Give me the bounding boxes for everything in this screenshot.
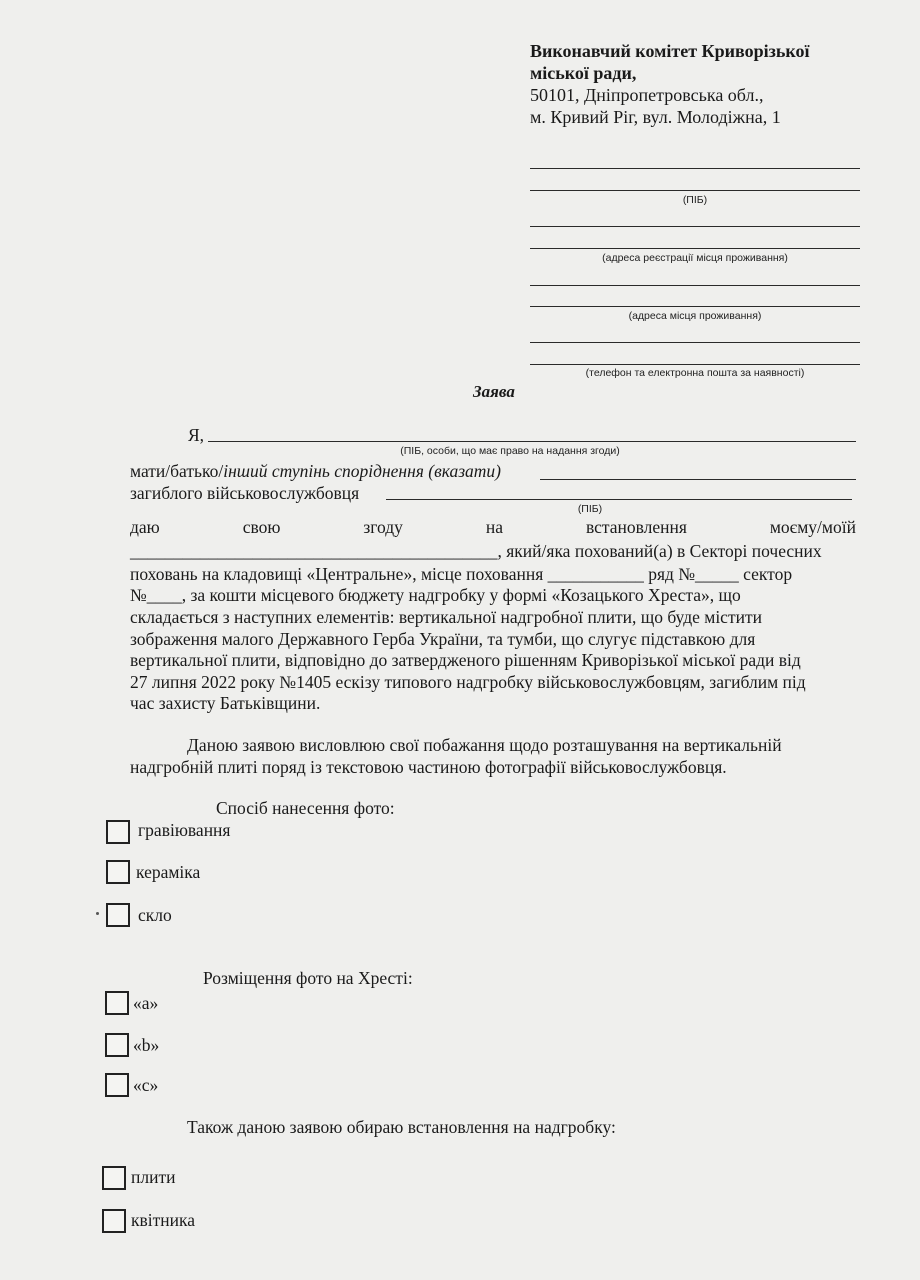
recipient-line-2: міської ради,: [530, 63, 637, 83]
relation-italic: інший ступінь споріднення (вказати): [223, 461, 501, 481]
sender-line: [530, 226, 860, 227]
recipient-line-1: Виконавчий комітет Криворізької: [530, 41, 810, 61]
engraving-label: гравіювання: [138, 820, 231, 840]
relation-line: [540, 479, 856, 480]
paragraph-1-line: №____, за кошти місцевого бюджету надгробку у формі «Козацького Хреста», що: [130, 585, 741, 605]
sender-line: [530, 168, 860, 169]
installation-heading: Також даною заявою обираю встановлення на надгробку:: [187, 1117, 616, 1137]
photo-method-heading: Спосіб нанесення фото:: [216, 798, 395, 818]
photo-placement-heading: Розміщення фото на Хресті:: [203, 968, 413, 988]
contact-caption: (телефон та електронна пошта за наявності): [585, 367, 805, 379]
paragraph-1-line: складається з наступних елементів: вертикальної надгробної плити, що буде містити: [130, 607, 762, 627]
paper-speck: [96, 912, 99, 915]
slab-label: плити: [131, 1167, 176, 1187]
sender-line: [530, 190, 860, 191]
sender-line: [530, 306, 860, 307]
engraving-checkbox[interactable]: [106, 820, 130, 844]
consent-word: даю: [130, 517, 160, 537]
pib-caption: (ПІБ): [682, 194, 708, 206]
relation-regular: мати/батько/: [130, 461, 224, 481]
paragraph-1-line: __________________________________________, який/яка похований(а) в Секторі почесних: [130, 541, 822, 561]
sender-line: [530, 364, 860, 365]
glass-checkbox[interactable]: [106, 903, 130, 927]
flowerbed-label: квітника: [131, 1210, 196, 1230]
recipient-line-3: 50101, Дніпропетровська обл.,: [530, 85, 764, 105]
document-title: Заява: [473, 382, 515, 401]
paragraph-2-line: надгробній плиті поряд із текстовою частиною фотографії військовослужбовця.: [130, 757, 727, 777]
paragraph-1-line: 27 липня 2022 року №1405 ескізу типового надгробку військовослужбовцям, загиблим під: [130, 672, 806, 692]
deceased-pib-caption: (ПІБ): [577, 503, 603, 515]
flowerbed-checkbox[interactable]: [102, 1209, 126, 1233]
paragraph-1-line: поховань на кладовищі «Центральне», місце поховання ___________ ряд №_____ сектор: [130, 564, 793, 584]
recipient-line-4: м. Кривий Ріг, вул. Молодіжна, 1: [530, 107, 781, 127]
consent-word: на: [485, 517, 503, 537]
placement-c-label: «с»: [133, 1075, 159, 1095]
placement-b-checkbox[interactable]: [105, 1033, 129, 1057]
placement-b-label: «b»: [133, 1035, 160, 1055]
consent-word: встановлення: [585, 517, 687, 537]
relation-label: [130, 460, 501, 482]
consent-word: згоду: [363, 517, 403, 537]
deceased-line: [386, 499, 852, 500]
sender-line: [530, 285, 860, 286]
paragraph-1-line: вертикальної плити, відповідно до затвердженого рішенням Криворізької міської ради від: [130, 650, 801, 670]
paragraph-2-line: Даною заявою висловлюю свої побажання щодо розташування на вертикальній: [187, 735, 782, 755]
glass-label: скло: [138, 905, 172, 925]
sender-line: [530, 248, 860, 249]
placement-a-label: «а»: [133, 993, 159, 1013]
consent-person-caption: (ПІБ, особи, що має право на надання згоди): [400, 445, 620, 457]
address-caption: (адреса місця проживання): [628, 310, 762, 322]
placement-a-checkbox[interactable]: [105, 991, 129, 1015]
consent-line: [130, 517, 856, 538]
ceramic-checkbox[interactable]: [106, 860, 130, 884]
placement-c-checkbox[interactable]: [105, 1073, 129, 1097]
ya-label: Я,: [188, 425, 205, 445]
slab-checkbox[interactable]: [102, 1166, 126, 1190]
consent-word: моєму/моїй: [769, 517, 856, 537]
consent-word: свою: [242, 517, 281, 537]
deceased-label: загиблого військовослужбовця: [130, 483, 360, 503]
paragraph-1-line: час захисту Батьківщини.: [130, 693, 321, 713]
reg-address-caption: (адреса реєстрації місця проживання): [602, 252, 788, 264]
recipient-block: [530, 40, 809, 128]
sender-line: [530, 342, 860, 343]
paragraph-1-line: зображення малого Державного Герба України, та тумби, що слугує підставкою для: [130, 629, 756, 649]
consent-person-line: [208, 441, 856, 442]
ceramic-label: кераміка: [136, 862, 201, 882]
